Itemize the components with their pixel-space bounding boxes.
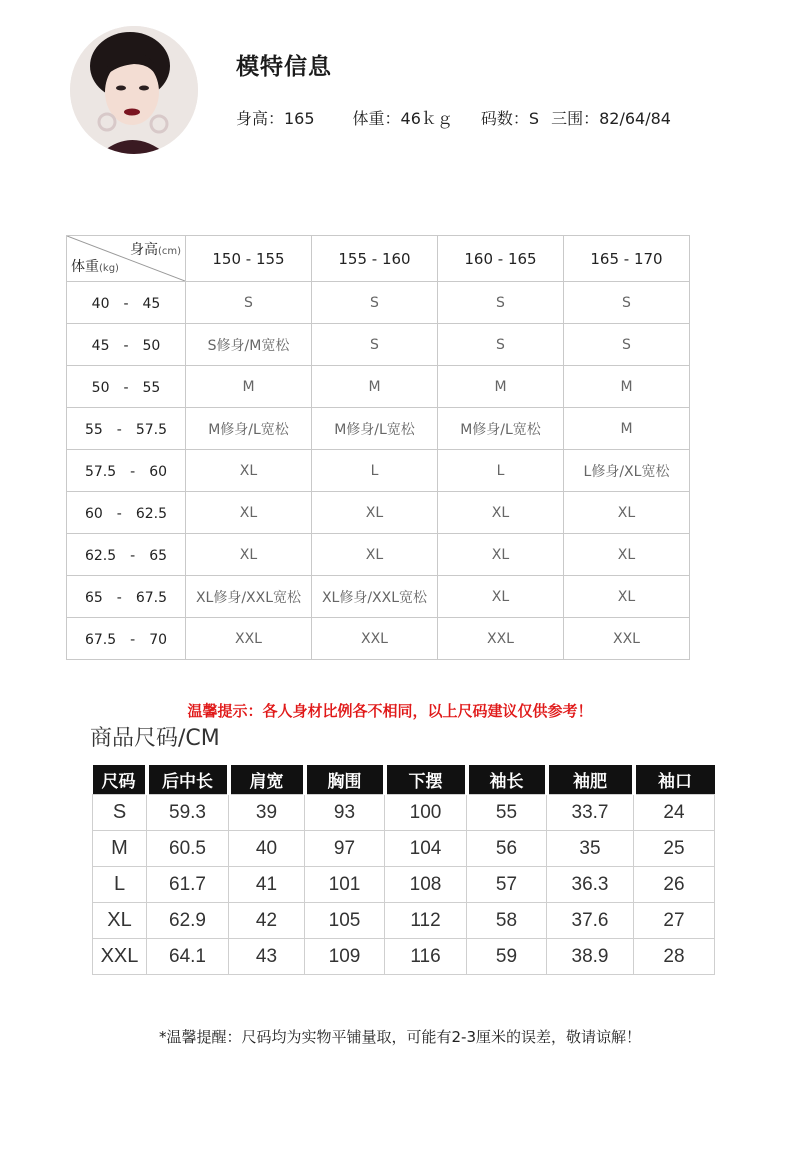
measurement-cell: 55 xyxy=(467,795,547,831)
product-size-title: 商品尺码/CM xyxy=(90,726,220,751)
size-label-cell: S xyxy=(93,795,147,831)
measurement-cell: 105 xyxy=(305,903,385,939)
recommended-size-cell: XL xyxy=(186,534,312,576)
measurement-cell: 38.9 xyxy=(547,939,634,975)
product-size-row xyxy=(93,831,715,867)
measurement-cell: 56 xyxy=(467,831,547,867)
recommended-size-cell: S xyxy=(312,324,438,366)
model-weight: 体重：46ｋｇ xyxy=(352,109,453,128)
recommended-size-cell: M xyxy=(564,366,690,408)
recommended-size-cell: M xyxy=(438,366,564,408)
measurement-cell: 57 xyxy=(467,867,547,903)
rec-corner-cell xyxy=(67,236,186,282)
rec-row xyxy=(67,534,690,576)
recommended-size-cell: XL xyxy=(312,492,438,534)
size-label-cell: M xyxy=(93,831,147,867)
measurement-cell: 37.6 xyxy=(547,903,634,939)
measurement-cell: 24 xyxy=(634,795,715,831)
size-column-header: 尺码 xyxy=(93,765,147,795)
rec-row xyxy=(67,408,690,450)
recommended-size-cell: L修身/XL宽松 xyxy=(564,450,690,492)
size-label-cell: L xyxy=(93,867,147,903)
weight-range-cell: 62.5 - 65 xyxy=(67,534,186,576)
corner-height-label: 身高(cm) xyxy=(129,242,181,258)
weight-range-cell: 50 - 55 xyxy=(67,366,186,408)
rec-row xyxy=(67,450,690,492)
measurement-cell: 27 xyxy=(634,903,715,939)
measurement-cell: 25 xyxy=(634,831,715,867)
recommended-size-cell: XXL xyxy=(312,618,438,660)
recommended-size-cell: M修身/L宽松 xyxy=(438,408,564,450)
weight-range-cell: 45 - 50 xyxy=(67,324,186,366)
rec-row xyxy=(67,492,690,534)
measurement-cell: 61.7 xyxy=(147,867,229,903)
measurement-cell: 59.3 xyxy=(147,795,229,831)
size-label-cell: XXL xyxy=(93,939,147,975)
size-column-header: 袖肥 xyxy=(547,765,634,795)
rec-row xyxy=(67,282,690,324)
measurement-cell: 112 xyxy=(385,903,467,939)
measurement-cell: 100 xyxy=(385,795,467,831)
recommended-size-cell: S xyxy=(312,282,438,324)
recommended-size-cell: XL xyxy=(438,534,564,576)
rec-row xyxy=(67,618,690,660)
size-column-header: 袖长 xyxy=(467,765,547,795)
recommended-size-cell: XL xyxy=(564,492,690,534)
weight-range-cell: 60 - 62.5 xyxy=(67,492,186,534)
measurement-cell: 33.7 xyxy=(547,795,634,831)
size-column-header: 下摆 xyxy=(385,765,467,795)
measurement-cell: 42 xyxy=(229,903,305,939)
recommended-size-cell: XL修身/XXL宽松 xyxy=(312,576,438,618)
measurement-cell: 43 xyxy=(229,939,305,975)
measurement-cell: 59 xyxy=(467,939,547,975)
recommended-size-cell: S xyxy=(186,282,312,324)
measurement-cell: 109 xyxy=(305,939,385,975)
recommended-size-cell: XL xyxy=(312,534,438,576)
height-range-header: 150 - 155 xyxy=(186,236,312,282)
rec-row xyxy=(67,366,690,408)
measurement-cell: 28 xyxy=(634,939,715,975)
measurement-footnote: *温馨提醒：尺码均为实物平铺量取，可能有2-3厘米的误差，敬请谅解！ xyxy=(158,1028,641,1046)
recommended-size-cell: XXL xyxy=(186,618,312,660)
measurement-cell: 41 xyxy=(229,867,305,903)
measurement-cell: 93 xyxy=(305,795,385,831)
recommended-size-cell: M xyxy=(312,366,438,408)
height-range-header: 160 - 165 xyxy=(438,236,564,282)
measurement-cell: 36.3 xyxy=(547,867,634,903)
model-avatar xyxy=(70,26,198,154)
size-column-header: 肩宽 xyxy=(229,765,305,795)
measurement-cell: 40 xyxy=(229,831,305,867)
measurement-cell: 101 xyxy=(305,867,385,903)
recommended-size-cell: L xyxy=(438,450,564,492)
weight-range-cell: 65 - 67.5 xyxy=(67,576,186,618)
size-column-header: 胸围 xyxy=(305,765,385,795)
recommended-size-cell: M修身/L宽松 xyxy=(312,408,438,450)
size-column-header: 袖口 xyxy=(634,765,715,795)
recommended-size-cell: S xyxy=(564,282,690,324)
measurement-cell: 35 xyxy=(547,831,634,867)
measurement-cell: 58 xyxy=(467,903,547,939)
size-recommendation-table xyxy=(66,235,690,660)
measurement-cell: 97 xyxy=(305,831,385,867)
product-size-row xyxy=(93,939,715,975)
product-size-table xyxy=(92,765,715,975)
weight-range-cell: 55 - 57.5 xyxy=(67,408,186,450)
recommended-size-cell: S xyxy=(564,324,690,366)
model-height: 身高：165 xyxy=(236,109,315,128)
model-portrait-image xyxy=(70,26,198,154)
product-size-row xyxy=(93,867,715,903)
recommended-size-cell: XXL xyxy=(438,618,564,660)
size-column-header: 后中长 xyxy=(147,765,229,795)
weight-range-cell: 40 - 45 xyxy=(67,282,186,324)
measurement-cell: 64.1 xyxy=(147,939,229,975)
recommended-size-cell: XL修身/XXL宽松 xyxy=(186,576,312,618)
recommended-size-cell: M xyxy=(564,408,690,450)
height-range-header: 165 - 170 xyxy=(564,236,690,282)
model-stats xyxy=(236,106,671,129)
recommended-size-cell: M xyxy=(186,366,312,408)
model-size: 码数：S xyxy=(480,109,540,128)
recommended-size-cell: S xyxy=(438,282,564,324)
recommended-size-cell: XL xyxy=(438,492,564,534)
recommended-size-cell: XL xyxy=(564,534,690,576)
recommended-size-cell: S xyxy=(438,324,564,366)
size-label-cell: XL xyxy=(93,903,147,939)
recommended-size-cell: XXL xyxy=(564,618,690,660)
recommended-size-cell: XL xyxy=(438,576,564,618)
height-range-header: 155 - 160 xyxy=(312,236,438,282)
recommended-size-cell: M修身/L宽松 xyxy=(186,408,312,450)
recommended-size-cell: L xyxy=(312,450,438,492)
product-size-header-row xyxy=(93,765,715,795)
weight-range-cell: 57.5 - 60 xyxy=(67,450,186,492)
size-notice: 温馨提示：各人身材比例各不相同，以上尺码建议仅供参考！ xyxy=(187,702,593,720)
measurement-cell: 62.9 xyxy=(147,903,229,939)
weight-range-cell: 67.5 - 70 xyxy=(67,618,186,660)
rec-row xyxy=(67,324,690,366)
corner-weight-label: 体重(kg) xyxy=(71,259,119,275)
model-measurements: 三围：82/64/84 xyxy=(551,109,671,128)
recommended-size-cell: XL xyxy=(186,450,312,492)
rec-row xyxy=(67,576,690,618)
measurement-cell: 39 xyxy=(229,795,305,831)
measurement-cell: 104 xyxy=(385,831,467,867)
measurement-cell: 26 xyxy=(634,867,715,903)
model-info-title: 模特信息 xyxy=(236,54,332,80)
rec-header-row xyxy=(67,236,690,282)
recommended-size-cell: S修身/M宽松 xyxy=(186,324,312,366)
measurement-cell: 116 xyxy=(385,939,467,975)
measurement-cell: 108 xyxy=(385,867,467,903)
recommended-size-cell: XL xyxy=(564,576,690,618)
measurement-cell: 60.5 xyxy=(147,831,229,867)
product-size-row xyxy=(93,795,715,831)
recommended-size-cell: XL xyxy=(186,492,312,534)
product-size-row xyxy=(93,903,715,939)
